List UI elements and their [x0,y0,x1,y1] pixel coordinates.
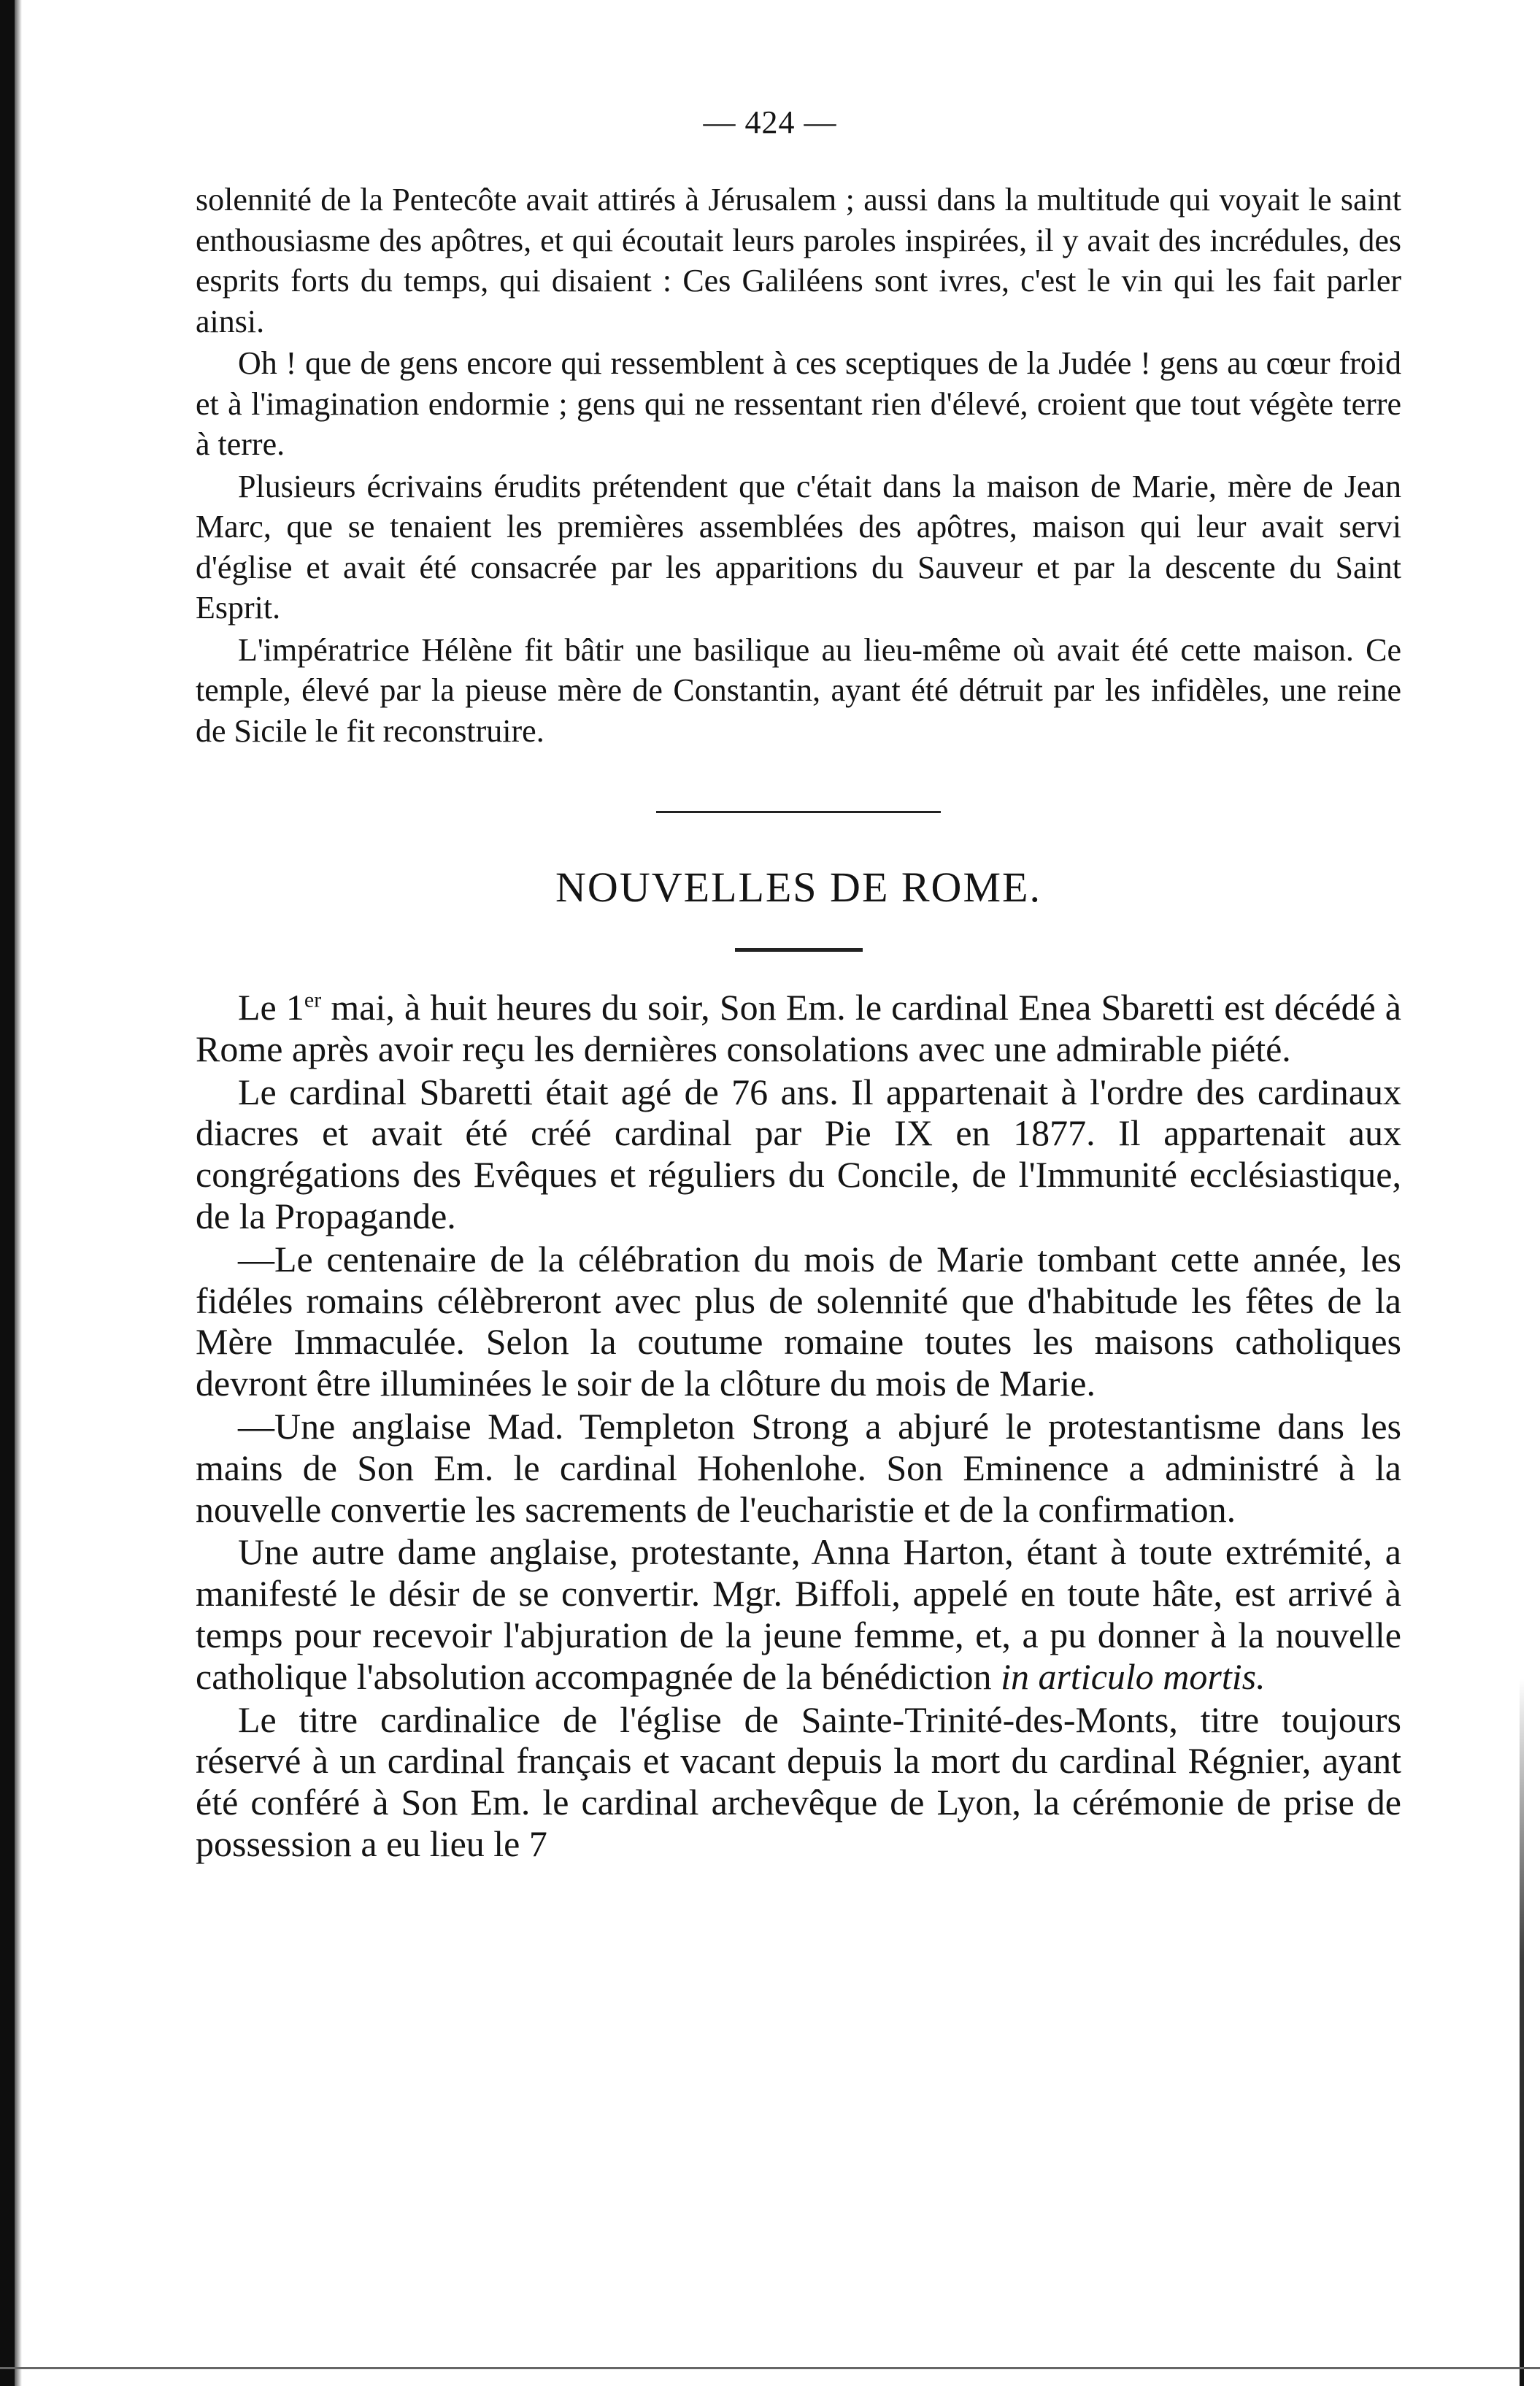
paragraph-text: Le 1 [238,987,304,1028]
page-number: — 424 — [703,104,837,140]
page-bottom-edge [0,2367,1540,2369]
paragraph [196,1531,1401,1697]
paragraph-text: Une autre dame anglaise, protestante, Anna Harton, étant à toute extrémité, a manifesté le désir de se convertir. Mgr. Biffoli, appelé en toute hâte, est arrivé à temps pour recevoir l'abjuration de la jeune femme, et, a pu donner à la nouvelle catholique l'absolution accompagnée de la bénédiction [196,1531,1401,1697]
ordinal-suffix: er [304,988,322,1012]
article-continuation [196,180,1401,751]
heading-underline [735,948,863,952]
page-binding-edge [0,0,15,2386]
paragraph: —Le centenaire de la célébration du mois de Marie tombant cette année, les fidéles romains célèbreront avec plus de solennité que d'habitude les fêtes de la Mère Immaculée. Selon la coutume romaine toutes les maisons catholiques devront être illuminées le soir de la clôture du mois de Marie. [196,1238,1401,1404]
section-heading: NOUVELLES DE ROME. [555,863,1042,911]
paragraph-text: mai, à huit heures du soir, Son Em. le cardinal Enea Sbaretti est décédé à Rome après avoir reçu les dernières consolations avec une admirable piété. [196,987,1401,1069]
paragraph: Le titre cardinalice de l'église de Sainte-Trinité-des-Monts, titre toujours réservé à un cardinal français et vacant depuis la mort du cardinal Régnier, ayant été conféré à Son Em. le cardinal archevêque de Lyon, la cérémonie de prise de possession a eu lieu le 7 [196,1698,1401,1864]
paragraph: solennité de la Pentecôte avait attirés à Jérusalem ; aussi dans la multitude qui voyait le saint enthousiasme des apôtres, et qui écoutait leurs paroles inspirées, il y avait des incrédules, des esprits forts du temps, qui disaient : Ces Galiléens sont ivres, c'est le vin qui les fait parler ainsi. [196,182,1401,339]
latin-phrase: in articulo mortis. [1001,1655,1266,1697]
paragraph: L'impératrice Hélène fit bâtir une basilique au lieu-même où avait été cette maison. Ce temple, élevé par la pieuse mère de Constantin, ayant été détruit par les infidèles, une reine de Sicile le fit reconstruire. [196,631,1401,749]
paragraph: —Une anglaise Mad. Templeton Strong a abjuré le protestantisme dans les mains de Son Em. le cardinal Hohenlohe. Son Eminence a administré à la nouvelle convertie les sacrements de l'eucharistie et de la confirmation. [196,1405,1401,1530]
paragraph [196,987,1401,1070]
text-column [196,180,1401,1866]
page-binding-shadow [15,0,22,2386]
page-right-edge [1520,1679,1524,2386]
paragraph: Plusieurs écrivains érudits prétendent que c'était dans la maison de Marie, mère de Jean Marc, que se tenaient les premières assemblées des apôtres, maison qui leur avait servi d'église et avait été consacrée par les apparitions du Sauveur et par la descente du Saint Esprit. [196,468,1401,626]
paragraph: Oh ! que de gens encore qui ressemblent à ces sceptiques de la Judée ! gens au cœur froid et à l'imagination endormie ; gens qui ne ressentant rien d'élevé, croient que tout végète terre à terre. [196,345,1401,462]
news-section [196,987,1401,1865]
paragraph: Le cardinal Sbaretti était agé de 76 ans. Il appartenait à l'ordre des cardinaux diacres et avait été créé cardinal par Pie IX en 1877. Il appartenait aux congrégations des Evêques et réguliers du Concile, de l'Immunité ecclésiastique, de la Propagande. [196,1071,1401,1236]
section-divider [656,811,941,813]
